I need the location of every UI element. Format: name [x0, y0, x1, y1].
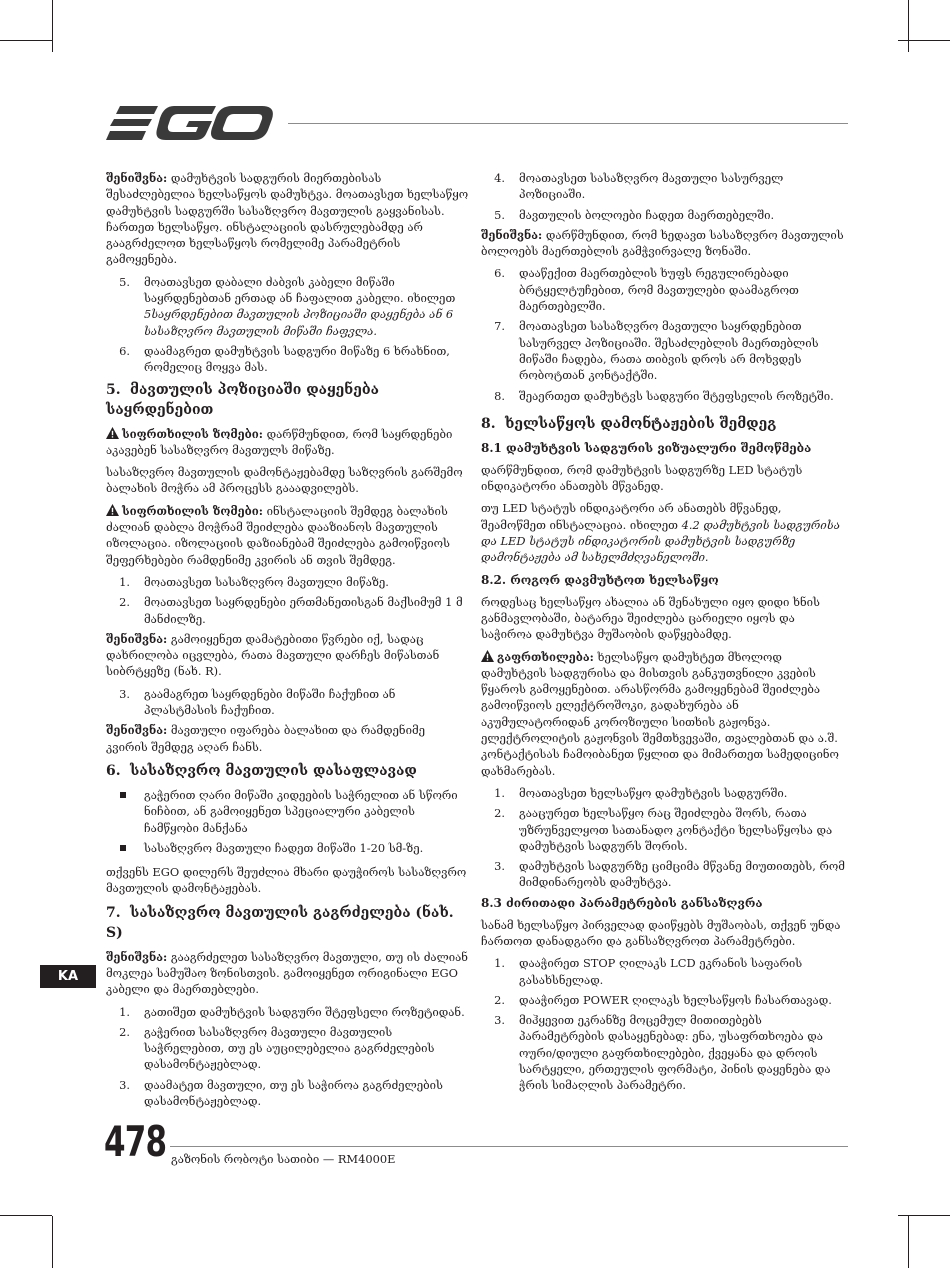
list-item: 5. მოათავსეთ დაბალი ძაბვის კაბელი მიწაში საყრდენებთან ერთად ან ჩაფალით კაბელი. იხილეთ 5საყრდენებით მავთულის პოზიციაში დაყენება ან 6 სასაზღვრო მავთულის მიწაში ჩაფვლა.	[119, 274, 456, 338]
page-number: 478	[104, 1117, 167, 1166]
warning-icon	[106, 504, 119, 516]
list-item: 1. გათიშეთ დამუხტვის სადგური შტეფსელი როზეტიდან.	[119, 1004, 465, 1019]
list-item: 2. დააჭირეთ POWER ღილაკს ხელსაწყოს ჩასართავად.	[494, 992, 832, 1007]
list-item: 3. დაამატეთ მავთული, თუ ეს საჭიროა გაგრძელების დასამონტაჟებლად.	[119, 1077, 443, 1109]
footer-rule	[170, 1146, 848, 1147]
left-column	[106, 170, 470, 1113]
caution: სიფრთხილის ზომები: ინსტალაციის შემდეგ ბალახის ძალიან დაბლა მოჭრამ შეიძლება დააზიანოს მავთულის იზოლაცია. იზოლაციის დაზიანებამ შეიძლება გამოიწვიოს შეფერხებები რამდენიმე კვირის ან თვის შემდეგ.	[106, 503, 450, 567]
language-tab: KA	[40, 965, 96, 988]
list-item: 2. მოათავსეთ საყრდენები ერთმანეთისგან მაქსიმუმ 1 მ მანძილზე.	[119, 595, 463, 626]
section-heading: 7. სასაზღვრო მავთულის გაგრძელება (ნახ. S)	[106, 904, 454, 941]
paragraph: სასაზღვრო მავთულის დამონტაჟებამდე საზღვრის გარშემო ბალახის მოჭრა ამ პროცესს გააადვილებს.	[106, 465, 463, 496]
warning-icon	[481, 650, 494, 662]
list-item: 1. დააჭირეთ STOP ღილაკს LCD ეკრანის საფარის გასახსნელად.	[494, 956, 803, 987]
note: შენიშვნა: მავთული იფარება ბალახით და რამდენიმე კვირის შემდეგ აღარ ჩანს.	[106, 723, 426, 754]
bullet-item: სასაზღვრო მავთული ჩადეთ მიწაში 1-20 სმ-ზე.	[106, 840, 470, 856]
paragraph: სანამ ხელსაწყო პირველად დაიწყებს მუშაობას, თქვენ უნდა ჩართოთ დანადგარი და განსაზღვროთ პარამეტრები.	[481, 917, 841, 948]
note: შენიშვნა: დარწმუნდით, რომ ხედავთ სასაზღვრო მავთულის ბოლოებს მაერთებლის გამჭვირვალე ზონაში.	[481, 227, 844, 259]
list-item: 2. გააცურეთ ხელსაწყო რაც შეიძლება შორს, რათა უზრუნველყოთ სათანადო კონტაქტი ხელსაწყოსა და დამუხტვის სადგურს შორის.	[494, 806, 833, 853]
crop-mark	[908, 0, 909, 52]
subsection-heading: 8.1 დამუხტვის სადგურის ვიზუალური შემოწმება	[481, 440, 812, 455]
list-item: 7. მოათავსეთ სასაზღვრო მავთული საყრდენებით სასურველ პოზიციაში. შესაძლებლის მაერთებლის მიწაში ჩადება, რათა თიბვის დროს არ მოხვდეს რობოტთან კონტაქტში.	[494, 319, 819, 383]
ego-logo	[106, 104, 276, 142]
list-item: 1. მოათავსეთ სასაზღვრო მავთული მიწაზე.	[119, 574, 389, 589]
note: შენიშვნა: დამუხტვის სადგურის მიერთებისას შესაძლებელია ხელსაწყოს დამუხტვა. მოათავსეთ ხელსაწყო დამუხტვის სადგურში სასაზღვრო მავთულის გაყვანისას. ჩართეთ ხელსაწყო. ინსტალაციის დასრულებამდე არ გააგრძელოთ ხელსაწყოს რომელიმე პარამეტრის გამოყენება.	[106, 171, 469, 267]
crop-mark	[0, 1215, 52, 1216]
header-rule	[288, 123, 848, 124]
list-item: 4. მოათავსეთ სასაზღვრო მავთული სასურველ პოზიციაში.	[494, 171, 784, 202]
note: შენიშვნა: გამოიყენეთ დამატებითი წვრები იქ, სადაც დახრილობა იცვლება, რათა მავთული დარჩეს მიწასთან სიბრტყეზე (ნახ. R).	[106, 631, 440, 679]
bullet-item: გაჭერით ღარი მიწაში კიდეების საჭრელით ან სწორი ნიჩბით, ან გამოიყენეთ სპეციალური კაბელის ჩამწყობი მანქანა	[106, 787, 470, 836]
warning: გაფრთხილება: ხელსაწყო დამუხტეთ მხოლოდ დამუხტვის სადგურისა და მისთვის განკუთვნილი კვების წყაროს გამოყენებით. არასწორმა გამოყენებამ შეიძლება გამოიწვიოს ელექტროშოკი, გადახურება ან აკუმულატორიდან კოროზიული სითხის გაჟონვა. ელექტროლიტის გაჟონვის შემთხვევაში, თვალებთან და ა.შ. კონტაქტისას ჩამოიბანეთ წყლით და მიმართეთ სამედიცინო დახმარებას.	[481, 649, 839, 778]
paragraph: როდესაც ხელსაწყო ახალია ან შენახული იყო დიდი ხნის განმავლობაში, ბატარეა შეიძლება ცარიელი იყოს და საჭიროა დამუხტვა მუშაობის დაწყებამდე.	[481, 594, 820, 642]
caution: სიფრთხილის ზომები: დარწმუნდით, რომ საყრდენები აკავებენ სასაზღვრო მავთულს მიწაზე.	[106, 426, 453, 457]
list-item: 1. მოათავსეთ ხელსაწყო დამუხტვის სადგურში.	[494, 785, 788, 800]
crop-mark	[908, 1216, 909, 1268]
subsection-heading: 8.2. როგორ დავმუხტოთ ხელსაწყო	[481, 572, 719, 587]
section-heading: 5. მავთულის პოზიციაში დაყენება საყრდენებით	[106, 381, 379, 418]
section-heading: 8. ხელსაწყოს დამონტაჟების შემდეგ	[481, 415, 777, 432]
list-item: 5. მავთულის ბოლოები ჩადეთ მაერთებელში.	[494, 207, 775, 222]
crop-mark	[52, 0, 53, 52]
list-item: 6. დაამაგრეთ დამუხტვის სადგური მიწაზე 6 ხრახნით, რომელიც მოყვა მას.	[119, 343, 450, 375]
list-item: 2. გაჭერით სასაზღვრო მავთული მავთულის საჭრელებით, თუ ეს აუცილებელია გაგრძელების დასამონტაჟებლად.	[119, 1024, 435, 1072]
right-column	[481, 170, 848, 1098]
paragraph: თქვენს EGO დილერს შეუძლია მხარი დაუჭიროს სასაზღვრო მავთულის დამონტაჟებას.	[106, 865, 467, 896]
crop-mark	[0, 40, 52, 41]
crop-mark	[52, 1216, 53, 1268]
list-item: 6. დააწექით მაერთებლის ხუფს რეგულირებადი ბრტყელტუჩებით, რომ მავთულები დაამაგროთ მაერთებელში.	[494, 266, 799, 314]
crop-mark	[898, 40, 950, 41]
crop-mark	[898, 1215, 950, 1216]
subsection-heading: 8.3 ძირითადი პარამეტრების განსაზღვრა	[481, 895, 763, 910]
paragraph: თუ LED სტატუს ინდიკატორი არ ანათებს მწვანედ, შეამოწმეთ ინსტალაცია. იხილეთ 4.2 დამუხტვის სადგურისა და LED სტატუს ინდიკატორის დამუხტვის სადგურზე დამონტაჟება ამ სახელმძღვანელოში.	[481, 501, 840, 565]
warning-icon	[106, 427, 119, 439]
section-heading: 6. სასაზღვრო მავთულის დასაფლავად	[106, 762, 417, 779]
paragraph: დარწმუნდით, რომ დამუხტვის სადგურზე LED სტატუს ინდიკატორი ანათებს მწვანედ.	[481, 462, 803, 494]
list-item: 3. მიჰყევით ეკრანზე მოცემულ მითითებებს პარამეტრების დასაყენებად: ენა, უსაფრთხოება და ოური/დიული გაფრთხილებები, ქვეყანა და დროის სარტყელი, ერთეულის ფორმატი, პინის დაყენება და ჭრის სიმაღლის პარამეტრი.	[494, 1013, 831, 1093]
note: შენიშვნა: გააგრძელეთ სასაზღვრო მავთული, თუ ის ძალიან მოკლეა სამუშაო ზონისთვის. გამოიყენეთ ორიგინალი EGO კაბელი და მაერთებლები.	[106, 949, 468, 997]
list-item: 8. შეაერთეთ დამუხტვს სადგური შტეფსელის როზეტში.	[494, 388, 834, 403]
footer-title: გაზონის რობოტი სათიბი — RM4000E	[171, 1152, 396, 1166]
list-item: 3. დამუხტვის სადგურზე ციმციმა მწვანე მიუთითებს, რომ მიმდინარეობს დამუხტვა.	[494, 859, 845, 890]
list-item: 3. გაამაგრეთ საყრდენები მიწაში ჩაქუჩით ან პლასტმასის ჩაქუჩით.	[119, 686, 396, 718]
